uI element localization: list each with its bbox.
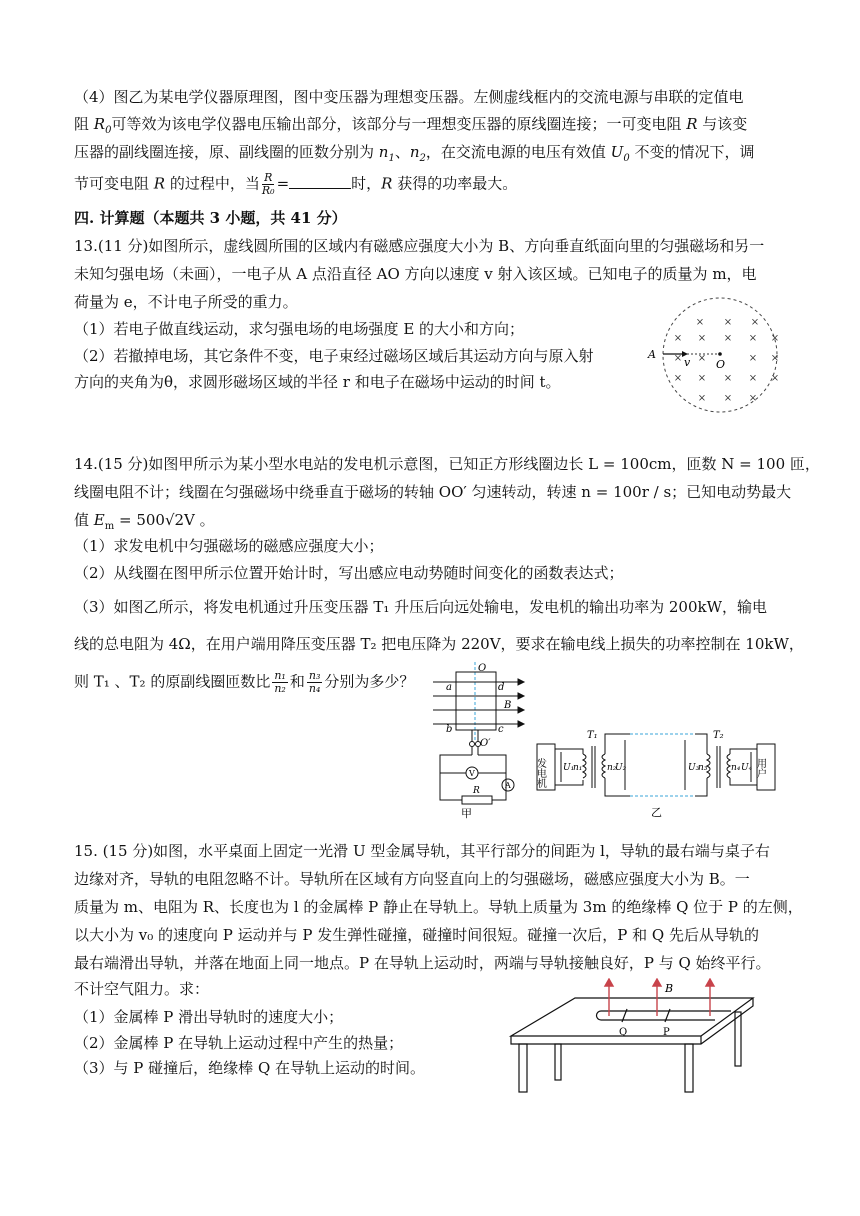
svg-text:U₂: U₂	[615, 763, 627, 773]
svg-text:×: ×	[770, 353, 780, 364]
label-v: v	[684, 356, 691, 369]
svg-text:U₃: U₃	[688, 763, 700, 773]
svg-text:U₄: U₄	[741, 763, 753, 773]
svg-text:乙: 乙	[651, 806, 662, 819]
q14-line6: （3）如图乙所示，将发电机通过升压变压器 T₁ 升压后向远处输电，发电机的输出功率为 200kW，输电	[74, 598, 768, 616]
svg-text:O: O	[478, 663, 487, 674]
svg-text:T₂: T₂	[713, 730, 724, 741]
q12-4-line2: 阻 $R_0$可等效为该电学仪器电压输出部分，该部分与一理想变压器的原线圈连接；一可变电阻 R 与该变	[74, 115, 748, 136]
fraction-r-over-r0: $\frac{R}{\text{R₀}}$	[261, 171, 275, 197]
svg-text:a: a	[446, 682, 452, 693]
svg-text:×: ×	[770, 373, 780, 384]
svg-text:甲: 甲	[461, 807, 472, 820]
q15-line2: 边缘对齐，导轨的电阻忽略不计。导轨所在区域有方向竖直向上的匀强磁场，磁感应强度大小为 B。一	[74, 870, 750, 888]
svg-text:×: ×	[748, 333, 758, 344]
svg-text:n₂: n₂	[607, 763, 617, 773]
q15-line6: 不计空气阻力。求：	[74, 980, 210, 998]
svg-text:b: b	[446, 724, 453, 735]
svg-text:R: R	[473, 786, 480, 796]
q12-4-line4: 节可变电阻 R 的过程中，当 $\frac{R}{\text{R₀}}$ = 时，R 获得的功率最大。	[74, 171, 518, 197]
label-o: O	[716, 358, 726, 371]
q14-line1: 14.(15 分)如图甲所示为某小型水电站的发电机示意图，已知正方形线圈边长 L = 100cm，匝数 N = 100 匝，	[74, 455, 820, 473]
q15-line4: 以大小为 v₀ 的速度向 P 运动并与 P 发生弹性碰撞，碰撞时间很短。碰撞一次后，P 和 Q 先后从导轨的	[74, 926, 759, 944]
q15-table-rail-figure	[505, 978, 765, 1098]
section-title: 四. 计算题（本题共 3 小题，共 41 分）	[74, 209, 347, 227]
svg-text:用户: 用户	[754, 758, 766, 778]
q14-line8: 则 T₁ 、T₂ 的原副线圈匝数比 $\frac{\text{n₁}}{\text{n₂}}$ 和 $\frac{\text{n₃}}{\text{n₄}}$ 分别为多少？	[74, 669, 415, 695]
svg-text:n₄: n₄	[731, 763, 741, 773]
q12-4-line3: 压器的副线圈连接，原、副线圈的匝数分别为 $n_1$、$n_2$，在交流电源的电压有效值 $U_0$ 不变的情况下，调	[74, 143, 755, 164]
svg-text:V: V	[469, 769, 475, 778]
q13-line4: （1）若电子做直线运动，求匀强电场的电场强度 E 的大小和方向；	[74, 320, 525, 338]
svg-text:×: ×	[695, 317, 705, 328]
q15-line8: （2）金属棒 P 在导轨上运动过程中产生的热量；	[74, 1034, 404, 1052]
svg-text:×: ×	[748, 353, 758, 364]
transmission-figure-yi	[535, 724, 780, 824]
answer-blank[interactable]	[289, 174, 351, 189]
svg-text:O′: O′	[480, 738, 491, 749]
label-a: A	[648, 348, 656, 361]
svg-text:U₁: U₁	[563, 763, 575, 773]
svg-text:B: B	[504, 700, 512, 711]
q15-line1: 15. (15 分)如图，水平桌面上固定一光滑 U 型金属导轨，其平行部分的间距为 l，导轨的最右端与桌子右	[74, 842, 770, 860]
svg-text:×: ×	[697, 373, 707, 384]
svg-text:×: ×	[748, 373, 758, 384]
q14-line4: （1）求发电机中匀强磁场的磁感应强度大小；	[74, 537, 384, 555]
svg-text:×: ×	[723, 317, 733, 328]
q14-line5: （2）从线圈在图甲所示位置开始计时，写出感应电动势随时间变化的函数表达式；	[74, 564, 624, 582]
q13-magnetic-field-figure	[640, 296, 800, 416]
svg-text:n₃: n₃	[698, 763, 708, 773]
svg-text:发电机: 发电机	[535, 758, 546, 788]
svg-text:×: ×	[748, 393, 758, 404]
svg-text:×: ×	[697, 333, 707, 344]
q12-4-line1: （4）图乙为某电学仪器原理图，图中变压器为理想变压器。左侧虚线框内的交流电源与串联的定值电	[74, 88, 744, 106]
svg-text:×: ×	[697, 393, 707, 404]
q14-line3: 值 $E_m = 500√2V$ 。	[74, 511, 215, 532]
q15-line7: （1）金属棒 P 滑出导轨时的速度大小；	[74, 1008, 344, 1026]
q15-line9: （3）与 P 碰撞后，绝缘棒 Q 在导轨上运动的时间。	[74, 1059, 426, 1077]
svg-text:Q: Q	[619, 1027, 628, 1038]
svg-text:×: ×	[673, 373, 683, 384]
svg-text:c: c	[498, 724, 504, 735]
svg-text:B: B	[665, 982, 674, 995]
svg-text:×: ×	[673, 333, 683, 344]
q15-line5: 最右端滑出导轨，并落在地面上同一地点。P 在导轨上运动时，两端与导轨接触良好，P 与 Q 始终平行。	[74, 954, 771, 972]
svg-text:×: ×	[723, 333, 733, 344]
q13-line1: 13.(11 分)如图所示，虚线圆所围的区域内有磁感应强度大小为 B、方向垂直纸面向里的匀强磁场和另一	[74, 237, 765, 255]
svg-text:n₁: n₁	[573, 763, 583, 773]
svg-text:×: ×	[750, 317, 760, 328]
q13-line5: （2）若撤掉电场，其它条件不变，电子束经过磁场区域后其运动方向与原入射	[74, 347, 594, 365]
svg-text:×: ×	[697, 353, 707, 364]
q13-line3: 荷量为 e，不计电子所受的重力。	[74, 293, 298, 311]
svg-text:A: A	[505, 781, 511, 790]
svg-text:×: ×	[770, 333, 780, 344]
svg-text:×: ×	[673, 353, 683, 364]
q14-line7: 线的总电阻为 4Ω，在用户端用降压变压器 T₂ 把电压降为 220V，要求在输电线上损失的功率控制在 10kW，	[74, 635, 804, 653]
q13-line2: 未知匀强电场（未画），一电子从 A 点沿直径 AO 方向以速度 v 射入该区域。已知电子的质量为 m，电	[74, 265, 757, 283]
svg-text:×: ×	[723, 373, 733, 384]
q15-line3: 质量为 m、电阻为 R、长度也为 l 的金属棒 P 静止在导轨上。导轨上质量为 3m 的绝缘棒 Q 位于 P 的左侧，	[74, 898, 803, 916]
svg-text:d: d	[498, 682, 505, 693]
generator-figure-jia	[428, 660, 528, 820]
q13-line6: 方向的夹角为θ，求圆形磁场区域的半径 r 和电子在磁场中运动的时间 t。	[74, 373, 561, 391]
svg-text:×: ×	[723, 393, 733, 404]
svg-text:T₁: T₁	[587, 730, 598, 741]
svg-text:P: P	[663, 1027, 670, 1038]
q14-line2: 线圈电阻不计；线圈在匀强磁场中绕垂直于磁场的转轴 OO′ 匀速转动，转速 n = 100r / s；已知电动势最大	[74, 483, 792, 501]
